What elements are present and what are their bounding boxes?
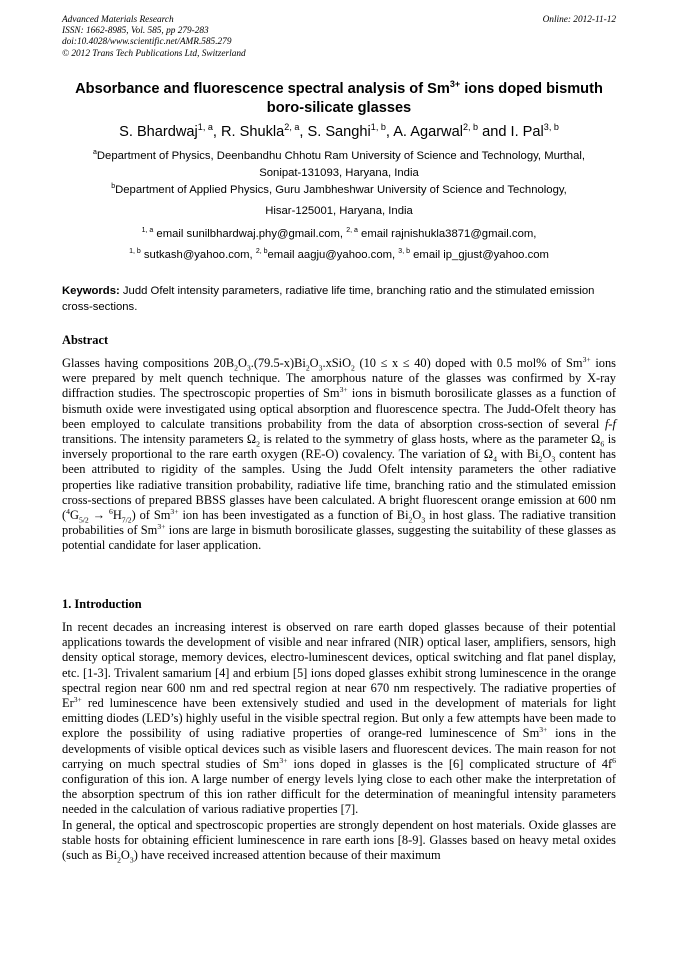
keywords: Keywords: Judd Ofelt intensity parameters, radiative life time, branching ratio and the stimulated emission cross-sections. (62, 285, 595, 313)
online-date: Online: 2012-11-12 (542, 15, 616, 25)
abstract-text: Glasses having compositions $20B_2O_3.(79.5-x)Bi_2O_3.xSiO_2$ (10 ≤ x ≤ 40) doped with 0.5 mol% of $Sm^{3+}$ ions were prepared by melt quench technique. The amorphous nature of the glasses was confirmed by X-ray diffraction studies. The spectroscopic properties of $Sm^{3+}$ ions in bismuth borosilicate glasses as a function of bismuth oxide were investigated using optical absorption and fluorescence spectra. The Judd-Ofelt theory has been employed to calculate transitions probability from the data of absorption cross-section of several f-f transitions. The intensity parameters $\Omega_2$ is related to the symmetry of glass hosts, where as the parameter $\Omega_6$ is inversely proportional to the rare earth oxygen (RE-O) covalency. The variation of $\Omega_4$ with $Bi_2O_3$ content has been attributed to rigidity of the samples. Using the Judd Ofelt intensity parameters the other radiative properties like radiative transition probability, radiative life time, branching ratio and the stimulated emission cross-sections of prepared BBSS glasses have been calculated. A bright fluorescent orange emission at 600 nm $(^4G_{5/2} \to ^6H_{7/2})$ of $Sm^{3+}$ ion has been investigated as a function of $Bi_2O_3$ in host glass. The radiative transition probabilities of $Sm^{3+}$ ions are large in bismuth borosilicate glasses, suggesting the suitability of these glasses as potential candidate for laser application. (62, 354, 617, 553)
introduction-heading: 1. Introduction (62, 597, 142, 611)
author-name: S. Bhardwaj (119, 124, 198, 140)
author-name: R. Shukla (221, 124, 285, 140)
paper-title: Absorbance and fluorescence spectral analysis of $Sm^{3+}$ ions doped bismuth boro-silicate glasses (75, 79, 603, 116)
author-name: I. Pal (510, 124, 544, 140)
introduction-text: In recent decades an increasing interest is observed on rare earth doped glasses because of their potential applications towards the development of visible and near infrared (NIR) optical laser, amplifiers, sensors, high density optical storage, memory devices, electro-luminescent devices, optical switching and flat panel display, etc. [1-3]. Trivalent samarium [4] and erbium [5] ions doped glasses exhibit strong luminescence in the orange spectral region near 600 nm and red spectral region at near 670 nm respectively. The radiative properties of $Er^{3+}$ red luminescence have been extensively studied and used in the development of materials for light emitting diodes (LED’s) highly useful in the visible spectral region. But only a few attempts have been made to explore the possibility of using radiative properties of orange-red luminescence of $Sm^{3+}$ ions in the developments of visible optical devices such as visible lasers and fluorescent devices. The main reason for not carrying on much spectral studies of $Sm^{3+}$ ions doped in glasses is the [6] complicated structure of $4f^6$ configuration of this ion. A large number of energy levels lying close to each other make the interpretation of the absorption spectrum of this ion rather difficult for the determination of meaningful intensity parameters needed in the calculation of various radiative properties [7]. In general, the optical and spectroscopic properties are strongly dependent on host materials. Oxide glasses are stable hosts for obtaining efficient luminescence in rare earth ions [8-9]. Glasses based on heavy metal oxides (such as $Bi_2O_3$) have received increased attention because of their maximum (62, 620, 616, 865)
author-name: A. Agarwal (393, 124, 463, 140)
author-list: S. Bhardwaj$^{1, a}$, R. Shukla$^{2, a}$, S. Sanghi$^{1, b}$, A. Agarwal$^{2, b}$ and I. Pal$^{3, b}$ (119, 122, 559, 140)
journal-name: Advanced Materials Research (62, 15, 174, 25)
author-name: S. Sanghi (307, 124, 371, 140)
author-emails: $^{1, a}$ email sunilbhardwaj.phy@gmail.com, $^{2, a}$ email rajnishukla3871@gmail.com, $^{1, b}$ sutkash@yahoo.com, $^{2, b}$email aagju@yahoo.com, $^{3, b}$ email ip_gjust@yahoo.com (129, 227, 549, 261)
abstract-heading: Abstract (62, 333, 109, 347)
issn-line: ISSN: 1662-8985, Vol. 585, pp 279-283 (62, 26, 209, 37)
affiliation-a: $^a$Department of Physics, Deenbandhu Chhotu Ram University of Science and Technology, Murthal, Sonipat-131093, Haryana, India (92, 149, 586, 179)
journal-header (62, 15, 616, 60)
affiliation-b: $^b$Department of Applied Physics, Guru Jambheshwar University of Science and Technology, Hisar-125001, Haryana, India (111, 183, 567, 217)
doi-line: doi:10.4028/www.scientific.net/AMR.585.279 (62, 37, 232, 48)
copyright-line: © 2012 Trans Tech Publications Ltd, Switzerland (62, 48, 246, 59)
